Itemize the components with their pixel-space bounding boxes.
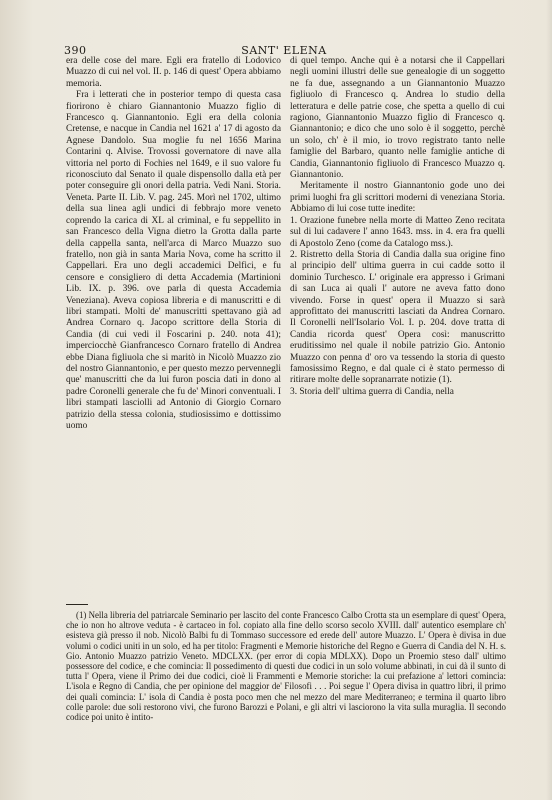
running-title: SANT' ELENA	[241, 44, 327, 57]
paragraph: di quel tempo. Anche qui è a notarsi che il Cappellari negli uomini illustri delle sue genealogie di un soggetto ne fa due, assegnando a un Giannantonio Muazzo figliuolo di Francesco q. Andrea lo studio della letteratura e delle patrie cose, che spetta a quello di cui ragiono, Giannantonio Muazzo figlio di Francesco q. Giannantonio; e dico che uno solo è il soggetto, perchè un solo, ch' è il mio, io trovo registrato tanto nelle famiglie del Barbaro, quanto nelle famiglie antiche di Candia, Giannantonio figliuolo di Francesco Muazzo q. Giannantonio.	[290, 56, 505, 181]
footnote-divider	[66, 604, 88, 605]
page-edge-shadow	[546, 0, 552, 800]
paragraph: era delle cose del mare. Egli era fratello di Lodovico Muazzo di cui nel vol. II. p. 146 di quest' Opera abbiamo memoria.	[66, 56, 281, 89]
paragraph: Meritamente il nostro Giannantonio gode uno dei primi luoghi fra gli scrittori moderni di veneziana Storia. Abbiamo di lui cose tutte inedite:	[290, 181, 505, 215]
footnote	[66, 610, 506, 770]
paragraph: Fra i letterati che in posterior tempo di questa casa fiorirono è chiaro Giannantonio Muazzo figlio di Francesco q. Giannantonio. Egli era della colonia Cretense, e nacque in Candia nel 1621 a' 17 di agosto da Agnese Dandolo. Sua moglie fu nel 1656 Marina Contarini q. Alvise. Trovossi governatore di nave alla vittoria nel porto di Fochies nel 1649, e il suo valore fu riconosciuto dal Senato il quale dispensollo dalla età per poter conseguire gli onori della patria. Vedi Nani. Storia. Veneta. Parte II. Lib. V. pag. 245. Morì nel 1702, ultimo della sua linea agli undici di febbrajo more veneto coprendo la carica di XL al criminal, e fu seppellito in san Francesco della Vigna dietro la Grotta dalla parte della cappella santa, nell'arca di Marco Muazzo suo fratello, non già in santa Maria Nova, come ha scritto il Cappellari. Era uno degli accademici Delfici, e fu censore e consigliero di detta Accademia (Martinioni Lib. IX. p. 396. ove parla di questa Accademia Veneziana). Aveva copiosa libreria e di manuscritti e di libri stampati. Molti de' manuscritti spettavano già ad Andrea Cornaro q. Jacopo scrittore della Storia di Candia (di cui vedi il Foscarini p. 240. nota 41); imperciocchè Gianfrancesco Cornaro fratello di Andrea ebbe Diana figliuola che si maritò in Nicolò Muazzo zio del nostro Giannantonio, e per questo mezzo pervennegli que' manuscritti che da lui furon poscia dati in dono al padre Coronelli generale che fu de' Minori conventuali. I libri stampati lasciolli ad Antonio di Giorgio Cornaro patrizio della stessa colonia, studiosissimo e dottissimo uomo	[66, 90, 281, 431]
footnote-text: (1) Nella libreria del patriarcale Seminario per lascito del conte Francesco Calbo Crotta sta un esemplare di quest' Opera, che io non ho altrove veduta - è cartaceo in fol. copiato alla fine dello scorso secolo XVIII. dall' autentico esemplare ch' esisteva già presso il nob. Nicolò Balbi fu di Tommaso successore ed erede dell' autore Muazzo. L' Opera è divisa in due volumi o codici uniti in un solo, ed ha per titolo: Fragmenti e Memorie historiche del Regno e Guerra di Candia del N. H. s. Gio. Antonio Muazzo patrizio Veneto. MDCLXX. (per error di copia MDLXX). Dopo un Proemio steso dall' ultimo possessore del codice, e che comincia: Il possedimento di questi due codici in un solo volume abbinati, in cui dà il sunto di tutta l' Opera, viene il Primo dei due codici, cioè li Frammenti e Memorie storiche: la cui prefazione a' lettori comincia: L'isola e Regno di Candia, che per opinione del maggior de' Filosofi . . . Poi segue l' Opera divisa in quattro libri, il primo dei quali comincia: L' isola di Candia è posta poco men che nel mezzo del mare Mediterraneo; e termina il quarto libro colle parole: due soli restorono vivi, che furono Barozzi e Polani, e gli altri vi lasciorono la vita sulla muraglia. Il secondo codice poi unito è intito-	[66, 610, 506, 723]
page-number: 390	[64, 44, 87, 57]
left-column	[66, 56, 281, 594]
list-item: 1. Orazione funebre nella morte di Matteo Zeno recitata sul di lui cadavere l' anno 1643. mss. in 4. era fra quelli di Apostolo Zeno (come da Catalogo mss.).	[290, 215, 505, 249]
list-item: 3. Storia dell' ultima guerra di Candia, nella	[290, 386, 454, 397]
list-item: 2. Ristretto della Storia di Candia dalla sua origine fino al principio dell' ultima guerra in cui cadde sotto il dominio Turchesco. L' originale era appresso i Grimani di san Luca ai quali l' autore ne aveva fatto dono vivendo. Forse in quest' opera il Muazzo si sarà approfittato dei manuscritti lasciati da Andrea Cornaro. Il Coronelli nell'Isolario Vol. I. p. 204. dove tratta di Candia ricorda quest' Opera così: manuscritto eruditissimo nel quale il nobile patrizio Gio. Antonio Muazzo con penna d' oro va tessendo la storia di questo famosissimo Regno, e dal quale ci è stato permesso di ritirare molte delle sopranarrate notizie (1).	[290, 249, 505, 386]
right-column	[290, 56, 505, 594]
